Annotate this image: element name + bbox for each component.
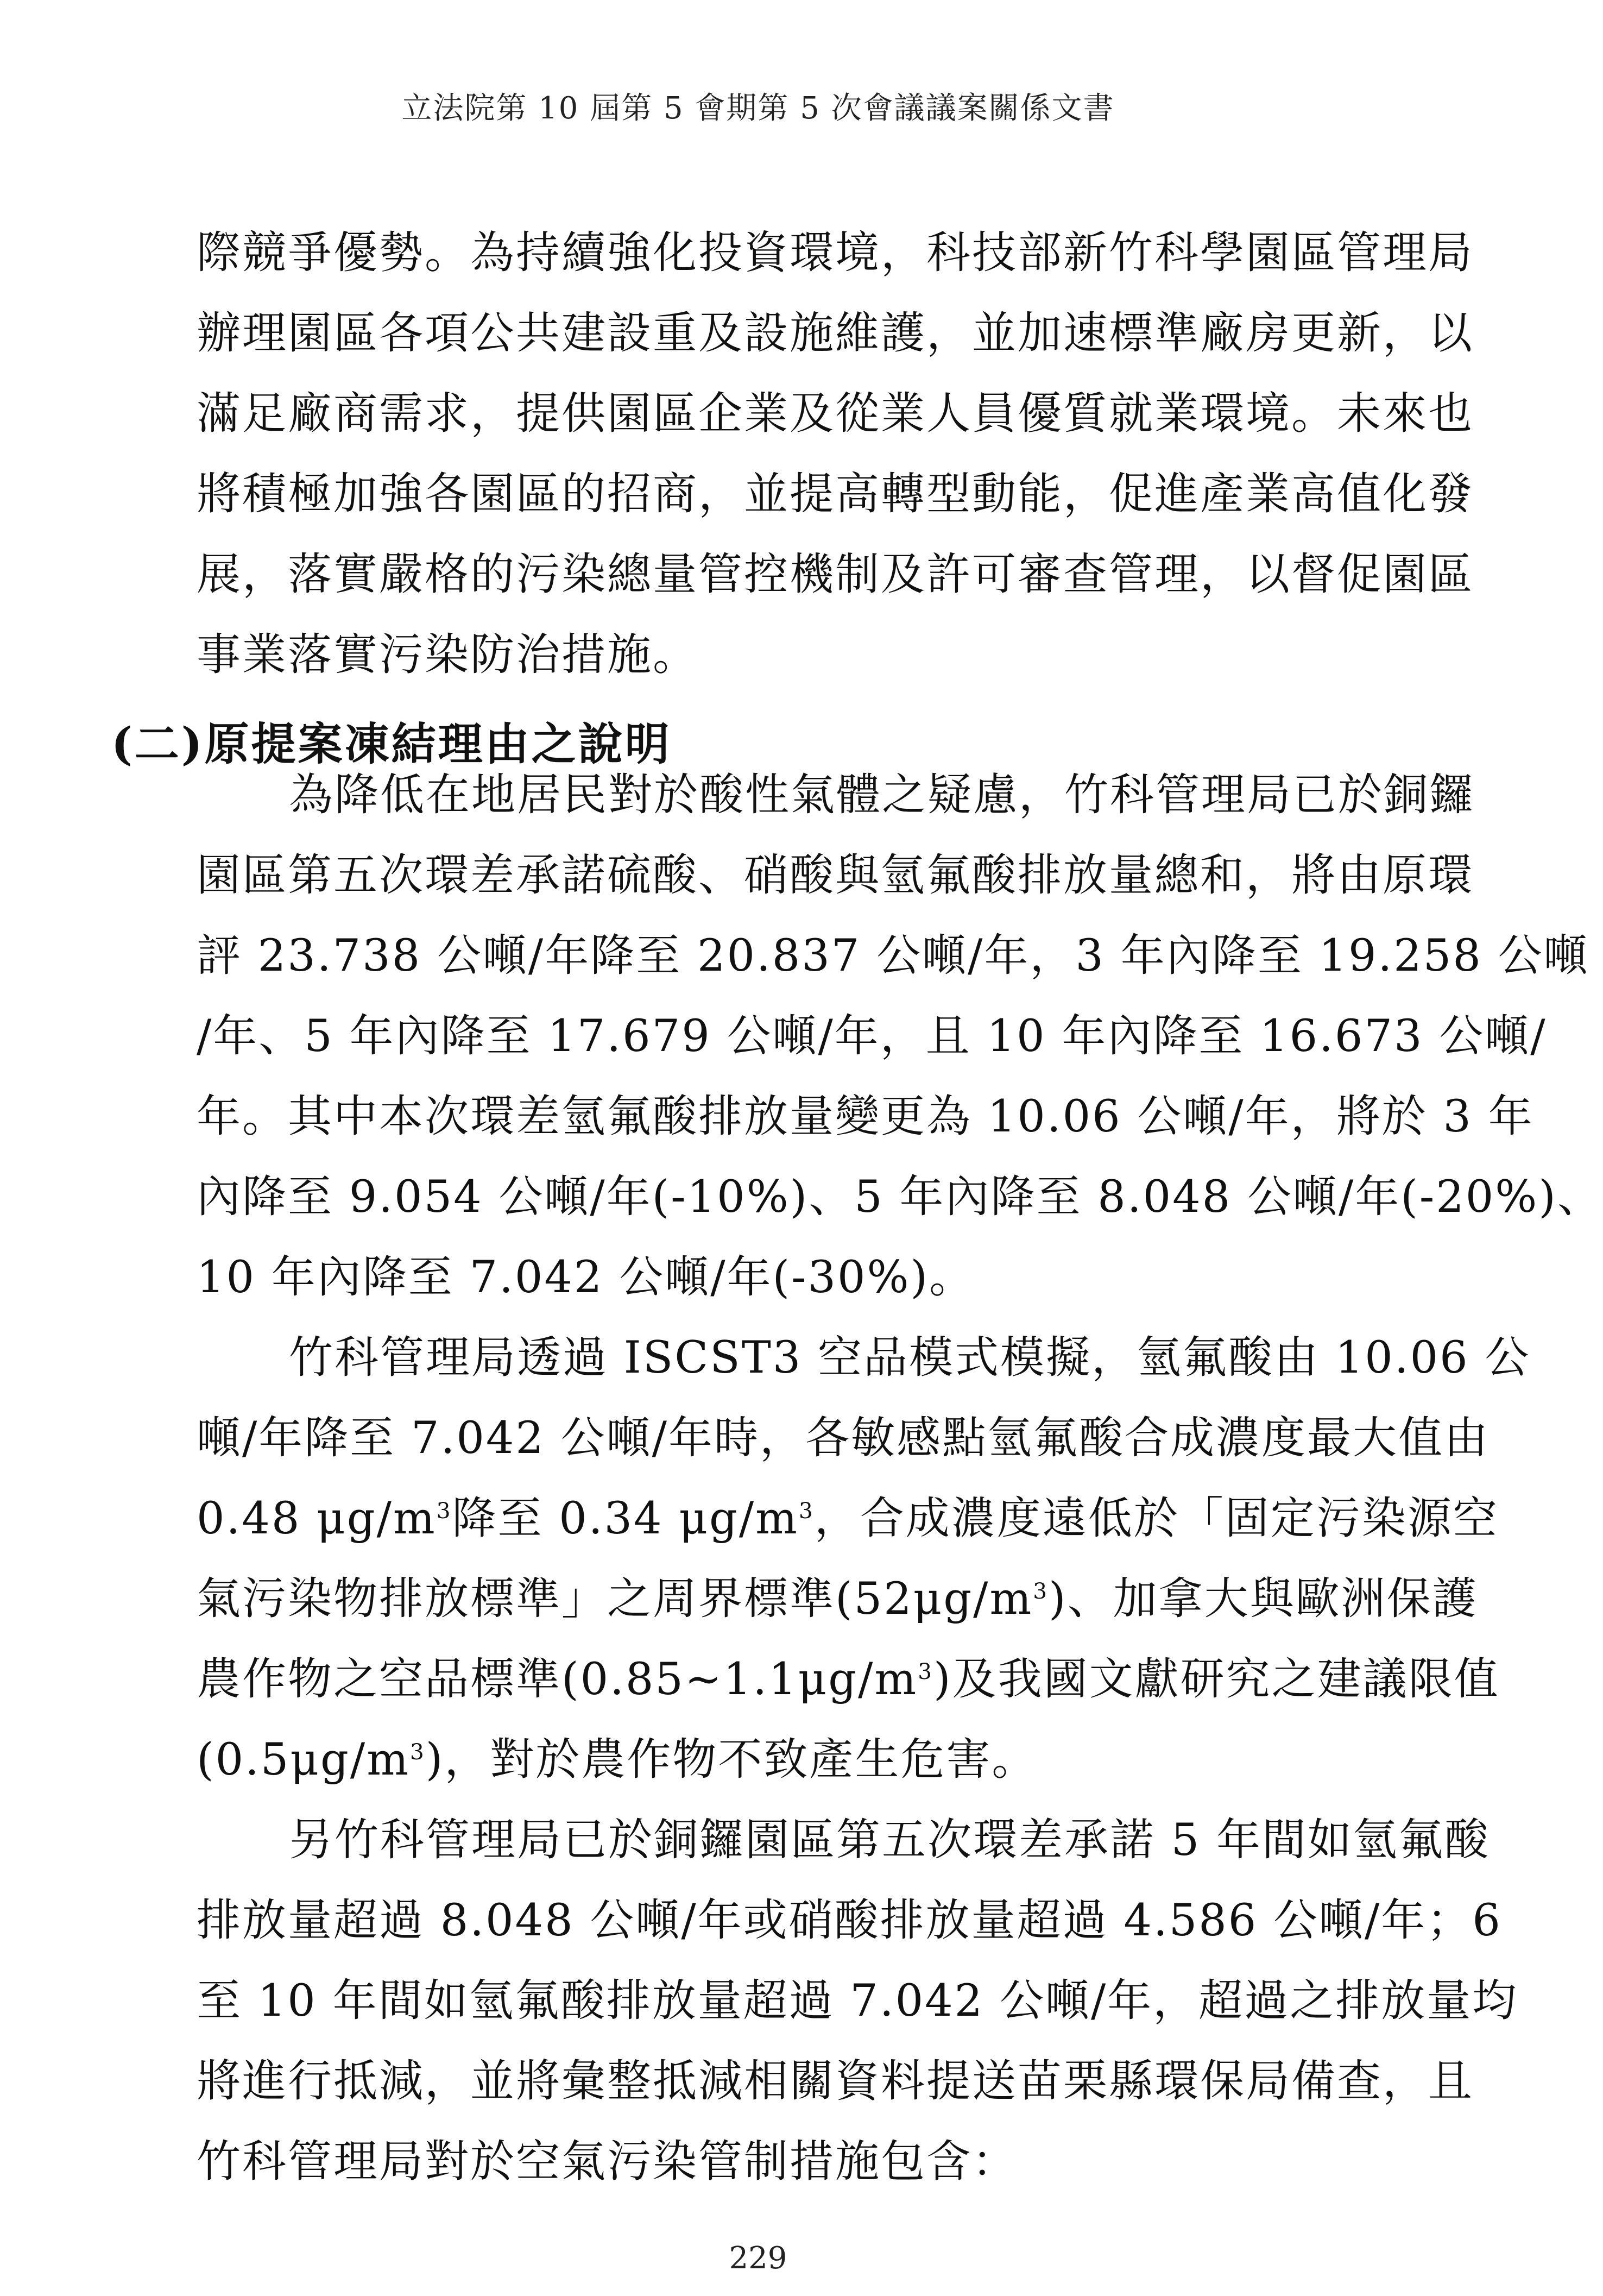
superscript: 3 (436, 1498, 452, 1524)
text-line: 年。其中本次環差氫氟酸排放量變更為 10.06 公噸/年，將於 3 年 (197, 1091, 1534, 1142)
superscript: 3 (1033, 1578, 1049, 1604)
text-line: 評 23.738 公噸/年降至 20.837 公噸/年，3 年內降至 19.258 公噸 (197, 930, 1589, 982)
text-line: 內降至 9.054 公噸/年(-10%)、5 年內降至 8.048 公噸/年(-20%)、 (197, 1172, 1603, 1223)
section-body (197, 755, 1603, 2202)
section-heading: (二)原提案凍結理由之說明 (111, 718, 672, 770)
text-line (197, 1559, 1478, 1639)
text-line: 將進行抵減，並將彙整抵減相關資料提送苗栗縣環保局備查，且 (197, 2056, 1474, 2107)
text-fragment: (0.5μg/m (197, 1734, 411, 1785)
text-fragment: )及我國文獻研究之建議限值 (933, 1654, 1500, 1705)
text-line: 展，落實嚴格的污染總量管控機制及許可審查管理，以督促園區 (197, 549, 1474, 600)
text-line (197, 1720, 1358, 1800)
text-line: 另竹科管理局已於銅鑼園區第五次環差承諾 5 年間如氫氟酸 (289, 1815, 1491, 1866)
text-fragment: ，合成濃度遠低於「固定污染源空 (814, 1493, 1499, 1544)
superscript: 3 (798, 1498, 815, 1524)
text-line: 排放量超過 8.048 公噸/年或硝酸排放量超過 4.586 公噸/年；6 (197, 1895, 1502, 1946)
text-fragment: )，對於農作物不致產生危害。 (425, 1734, 1038, 1785)
text-fragment: 氣污染物排放標準」之周界標準(52μg/m (197, 1574, 1033, 1625)
text-line: 將積極加強各園區的招商，並提高轉型動能，促進產業高值化發 (197, 469, 1474, 520)
text-line: /年、5 年內降至 17.679 公噸/年，且 10 年內降至 16.673 公噸/ (197, 1011, 1547, 1062)
page-number: 229 (729, 2241, 787, 2276)
text-line: 至 10 年間如氫氟酸排放量超過 7.042 公噸/年，超過之排放量均 (197, 1976, 1518, 2027)
text-line: 園區第五次環差承諾硫酸、硝酸與氫氟酸排放量總和，將由原環 (197, 850, 1474, 901)
text-line (197, 1639, 1500, 1720)
text-line: 滿足廠商需求，提供園區企業及從業人員優質就業環境。未來也 (197, 388, 1474, 439)
intro-paragraph (197, 213, 1474, 695)
text-line: 竹科管理局透過 ISCST3 空品模式模擬，氫氟酸由 10.06 公 (289, 1332, 1531, 1383)
text-line: 10 年內降至 7.042 公噸/年(-30%)。 (197, 1252, 975, 1303)
text-line: 際競爭優勢。為持續強化投資環境，科技部新竹科學園區管理局 (197, 228, 1474, 279)
text-line: 噸/年降至 7.042 公噸/年時，各敏感點氫氟酸合成濃度最大值由 (197, 1413, 1490, 1464)
text-fragment: )、加拿大與歐洲保護 (1049, 1574, 1478, 1625)
superscript: 3 (918, 1658, 934, 1684)
text-fragment: 0.48 μg/m (197, 1493, 437, 1544)
text-line (197, 1479, 1499, 1559)
text-line: 事業落實污染防治措施。 (197, 630, 699, 681)
superscript: 3 (410, 1739, 426, 1765)
text-fragment: 農作物之空品標準(0.85~1.1μg/m (197, 1654, 918, 1705)
text-fragment: 降至 0.34 μg/m (452, 1493, 799, 1544)
page-header: 立法院第 10 屆第 5 會期第 5 次會議議案關係文書 (401, 91, 1115, 126)
text-line: 竹科管理局對於空氣污染管制措施包含： (197, 2136, 1018, 2187)
text-line: 為降低在地居民對於酸性氣體之疑慮，竹科管理局已於銅鑼 (289, 770, 1475, 821)
text-line: 辦理園區各項公共建設重及設施維護，並加速標準廠房更新，以 (197, 308, 1474, 359)
